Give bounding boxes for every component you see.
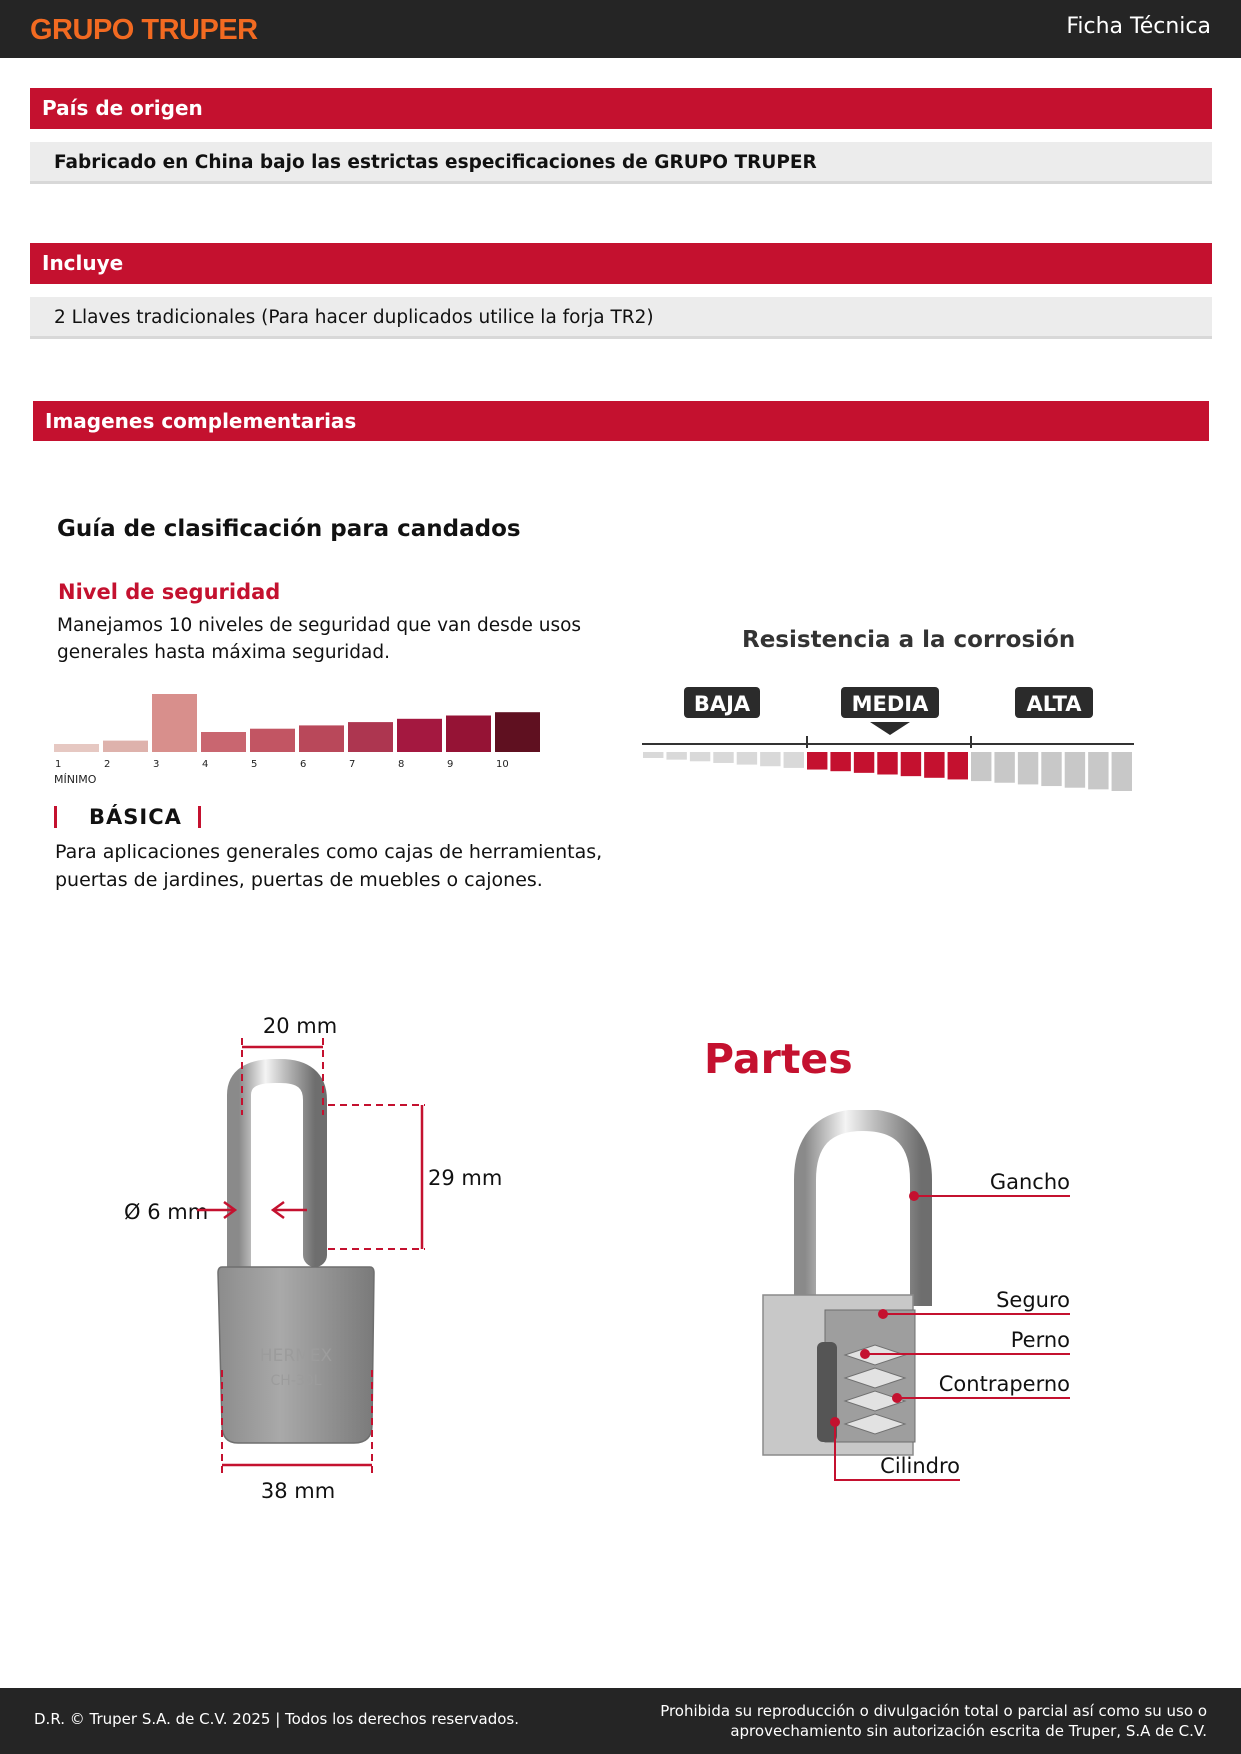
section-origin-text: Fabricado en China bajo las estrictas especificaciones de GRUPO TRUPER (30, 142, 1212, 184)
security-level-title: Nivel de seguridad (58, 580, 281, 604)
corrosion-bar (994, 752, 1014, 783)
padlock-dimensions-drawing (110, 1005, 530, 1515)
corrosion-bar (643, 752, 663, 758)
part-label-gancho: Gancho (989, 1170, 1070, 1194)
security-level-bar-9 (446, 716, 491, 753)
security-level-bar-4 (201, 732, 246, 752)
corrosion-bar (1065, 752, 1085, 788)
part-label-contraperno: Contraperno (938, 1372, 1070, 1396)
guide-title: Guía de clasificación para candados (57, 516, 521, 542)
top-bar (0, 0, 1241, 58)
padlock-shackle (239, 1071, 315, 1267)
security-level-label-7: 7 (349, 759, 356, 770)
security-level-label-6: 6 (300, 759, 307, 770)
corrosion-bar (1112, 752, 1132, 791)
footer (0, 1688, 1241, 1754)
corrosion-label-mid: MEDIA (851, 692, 929, 716)
parts-shackle (805, 1120, 921, 1306)
security-level-label-4: 4 (202, 759, 209, 770)
min-label: MÍNIMO (54, 773, 97, 786)
security-level-bar-7 (348, 722, 393, 752)
parts-title: Partes (704, 1035, 853, 1083)
footer-legal-line-2: aprovechamiento sin autorización escrita de Truper, S.A de C.V. (730, 1722, 1207, 1740)
engraving-brand: HERMEX (259, 1346, 333, 1366)
level-bracket-right (198, 806, 201, 828)
section-images-header: Imagenes complementarias (33, 401, 1209, 441)
corrosion-label-high: ALTA (1026, 692, 1082, 716)
corrosion-bar (924, 752, 944, 778)
security-level-bar-3 (152, 694, 197, 752)
security-level-bar-1 (54, 744, 99, 752)
security-level-chart (52, 690, 552, 790)
security-text-line-1: Manejamos 10 niveles de seguridad que van desde usos (57, 615, 582, 636)
corrosion-bar (690, 752, 710, 761)
corrosion-bar (877, 752, 897, 775)
brand-logo: GRUPO TRUPER (30, 14, 258, 46)
level-name: BÁSICA (89, 805, 182, 829)
corrosion-bar (1018, 752, 1038, 784)
security-level-label-8: 8 (398, 759, 405, 770)
security-level-label-9: 9 (447, 759, 454, 770)
corrosion-bar (901, 752, 921, 776)
padlock-parts-drawing (755, 1110, 1095, 1490)
security-level-label-5: 5 (251, 759, 258, 770)
dim-body-width: 38 mm (260, 1479, 336, 1503)
level-desc-line-2: puertas de jardines, puertas de muebles o cajones. (55, 869, 543, 891)
footer-copyright: D.R. © Truper S.A. de C.V. 2025 | Todos los derechos reservados. (34, 1710, 519, 1728)
corrosion-bar (1041, 752, 1061, 786)
level-description (55, 838, 602, 894)
corrosion-title: Resistencia a la corrosión (742, 627, 1076, 653)
security-level-text (57, 612, 581, 666)
security-level-label-2: 2 (104, 759, 111, 770)
corrosion-scale (640, 680, 1140, 800)
dim-shackle-diameter: Ø 6 mm (124, 1200, 209, 1224)
footer-legal-line-1: Prohibida su reproducción o divulgación total o parcial así como su uso o (660, 1702, 1207, 1720)
security-level-label-1: 1 (55, 759, 62, 770)
dim-shackle-width: 20 mm (262, 1014, 338, 1038)
security-level-bar-6 (299, 725, 344, 752)
part-label-perno: Perno (1010, 1328, 1070, 1352)
corrosion-bar (784, 752, 804, 768)
security-level-label-10: 10 (496, 759, 509, 770)
security-level-bar-8 (397, 719, 442, 752)
corrosion-pointer (870, 722, 910, 735)
section-includes-header: Incluye (30, 243, 1212, 284)
corrosion-bar (971, 752, 991, 781)
security-level-bar-2 (103, 741, 148, 752)
level-bracket-left (54, 806, 57, 828)
document-title: Ficha Técnica (1066, 14, 1211, 39)
corrosion-bar (760, 752, 780, 766)
security-level-bar-5 (250, 729, 295, 752)
part-label-cilindro: Cilindro (880, 1454, 960, 1478)
corrosion-bar (713, 752, 733, 763)
engraving-model: CH-30L (270, 1373, 322, 1389)
corrosion-bar (666, 752, 686, 760)
footer-legal (647, 1701, 1207, 1741)
corrosion-bar (737, 752, 757, 765)
corrosion-label-low: BAJA (693, 692, 751, 716)
corrosion-bar (948, 752, 968, 779)
security-level-label-3: 3 (153, 759, 160, 770)
dim-shackle-height: 29 mm (428, 1166, 503, 1190)
security-text-line-2: generales hasta máxima seguridad. (57, 642, 391, 663)
corrosion-bar (854, 752, 874, 773)
corrosion-bar (1088, 752, 1108, 789)
part-label-seguro: Seguro (996, 1288, 1070, 1312)
security-level-bar-10 (495, 712, 540, 752)
section-origin-header: País de origen (30, 88, 1212, 129)
level-desc-line-1: Para aplicaciones generales como cajas de herramientas, (55, 841, 603, 863)
corrosion-bar (807, 752, 827, 770)
section-includes-text: 2 Llaves tradicionales (Para hacer duplicados utilice la forja TR2) (30, 297, 1212, 339)
corrosion-bar (830, 752, 850, 771)
